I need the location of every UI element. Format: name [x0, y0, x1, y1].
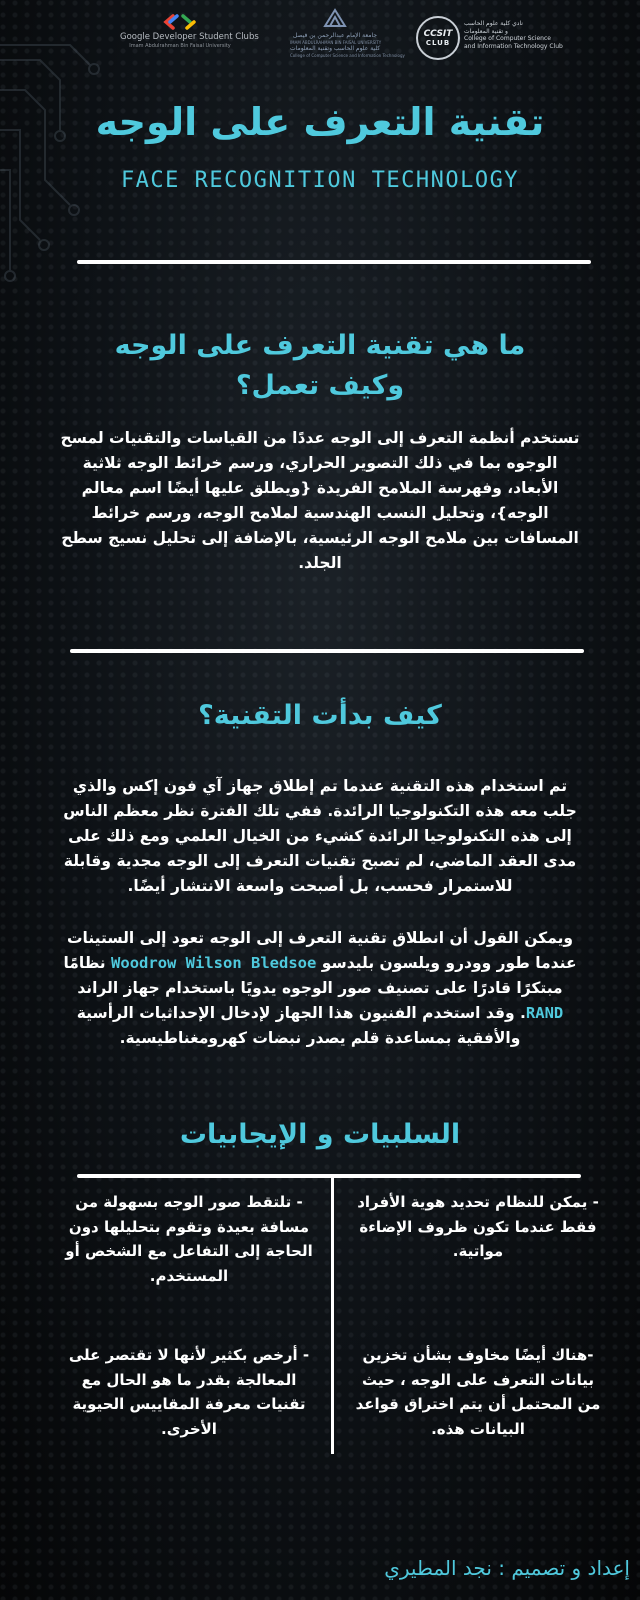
table-top-divider [77, 1174, 581, 1178]
university-name-ar: جامعة الإمام عبدالرحمن بن فيصل [292, 32, 378, 39]
rand-name: RAND [525, 1004, 564, 1022]
ccsit-club-logo [416, 16, 563, 68]
section-what-heading [0, 326, 640, 406]
divider [70, 649, 584, 653]
p2-text-1: ويمكن القول أن انطلاق تقنية التعرف إلى الوجه تعود إلى الستينات عندما طور وودرو ويلسون بليدسو [66, 929, 577, 972]
p2-text-3: . وقد استخدم الفنيون هذا الجهاز لإدخال الإحداثيات الرأسية والأفقية بمساعدة قلم يصدر نبضات كهرومغناطيسية. [76, 1004, 526, 1047]
header-logos [0, 8, 640, 68]
section-history-paragraph-2 [60, 926, 580, 1051]
gdsc-university: Imam Abdulrahman Bin Faisal University [129, 43, 231, 49]
ccsit-mark-line2: CLUB [425, 39, 451, 47]
university-logo [290, 8, 405, 58]
ccsit-name-ar-1: نادي كلية علوم الحاسب [464, 20, 523, 27]
gdsc-name: Google Developer Student Clubs [120, 32, 259, 42]
pros-item-2: - أرخص بكثير لأنها لا تقتصر على المعالجة بقدر ما هو الحال مع تقنيات معرفة المقاييس الحيوية الأخرى. [68, 1346, 310, 1438]
bledsoe-name: Woodrow Wilson Bledsoe [111, 954, 317, 972]
section-what-body: تستخدم أنظمة التعرف إلى الوجه عددًا من القياسات والتقنيات لمسح الوجوه بما في ذلك التصوير الحراري، ورسم خرائط الوجه ثلاثية الأبعاد، وفهرسة الملامح الفريدة {ويطلق عليها أيضًا اسم معالم الوجه}، وتحليل النسب الهندسية لملامح الوجه، ورسم خرائط المسافات بين ملامح الوجه الرئيسية، بالإضافة إلى تحليل نسيج سطح الجلد. [60, 429, 580, 572]
ccsit-name-en-2: and Information Technology Club [464, 42, 563, 50]
section-history-heading: كيف بدأت التقنية؟ [198, 700, 442, 731]
university-name-en: IMAM ABDULRAHMAN BIN FAISAL UNIVERSITY [290, 40, 382, 45]
college-name-ar: كلية علوم الحاسب وتقنية المعلومات [290, 45, 381, 52]
divider [77, 260, 591, 264]
ccsit-name-ar-2: و تقنية المعلومات [464, 27, 508, 35]
cons-item-2: -هناك أيضًا مخاوف بشأن تخزين بيانات التعرف على الوجه ، حيث من المحتمل أن يتم اختراق قواعد البيانات هذه. [355, 1346, 601, 1438]
cons-item-1: - يمكن للنظام تحديد هوية الأفراد فقط عندما تكون ظروف الإضاءة مواتية. [357, 1193, 599, 1260]
ccsit-club-name [464, 20, 563, 50]
ccsit-mark-line1: CCSIT [423, 29, 453, 39]
section-history-paragraph-1: تم استخدام هذه التقنية عندما تم إطلاق جهاز آي فون إكس والذي جلب معه هذه التكنولوجيا الرائدة. ففي تلك الفترة نظر معظم الناس إلى هذه التكنولوجيا الرائدة كشيء من الخيال العلمي ومع ذلك على مدى العقد الماضي، لم تصبح تقنيات التعرف إلى الوجه مجدية وقابلة للاستمرار فحسب، بل أصبحت واسعة الانتشار أيضًا. [63, 777, 577, 895]
ccsit-name-en-1: College of Computer Science [464, 35, 551, 42]
page-title-ar: تقنية التعرف على الوجه [95, 100, 545, 144]
designer-credit: إعداد و تصميم : نجد المطيري [384, 1556, 630, 1580]
ccsit-emblem-icon [416, 16, 460, 60]
section-pros-cons-heading: السلبيات و الإيجابيات [179, 1119, 461, 1150]
gdsc-logo [120, 14, 259, 49]
section-what-heading-line1: ما هي تقنية التعرف على الوجه [114, 330, 526, 361]
page-title-en: FACE RECOGNITION TECHNOLOGY [120, 168, 520, 193]
p2-text-2: نظامًا مبتكرًا قادرًا على تصنيف صور الوجوه يدويًا باستخدام جهاز الراند [63, 954, 563, 997]
table-vertical-divider [331, 1178, 334, 1454]
college-name-en: College of Computer Science and Information Technology [290, 53, 405, 58]
university-emblem-icon [322, 8, 348, 28]
gdsc-brackets-icon [163, 14, 197, 30]
pros-item-1: - تلتقط صور الوجه بسهولة من مسافة بعيدة وتقوم بتحليلها دون الحاجة إلى التفاعل مع الشخص أو المستخدم. [65, 1193, 313, 1285]
section-what-heading-line2: وكيف تعمل؟ [235, 370, 405, 401]
